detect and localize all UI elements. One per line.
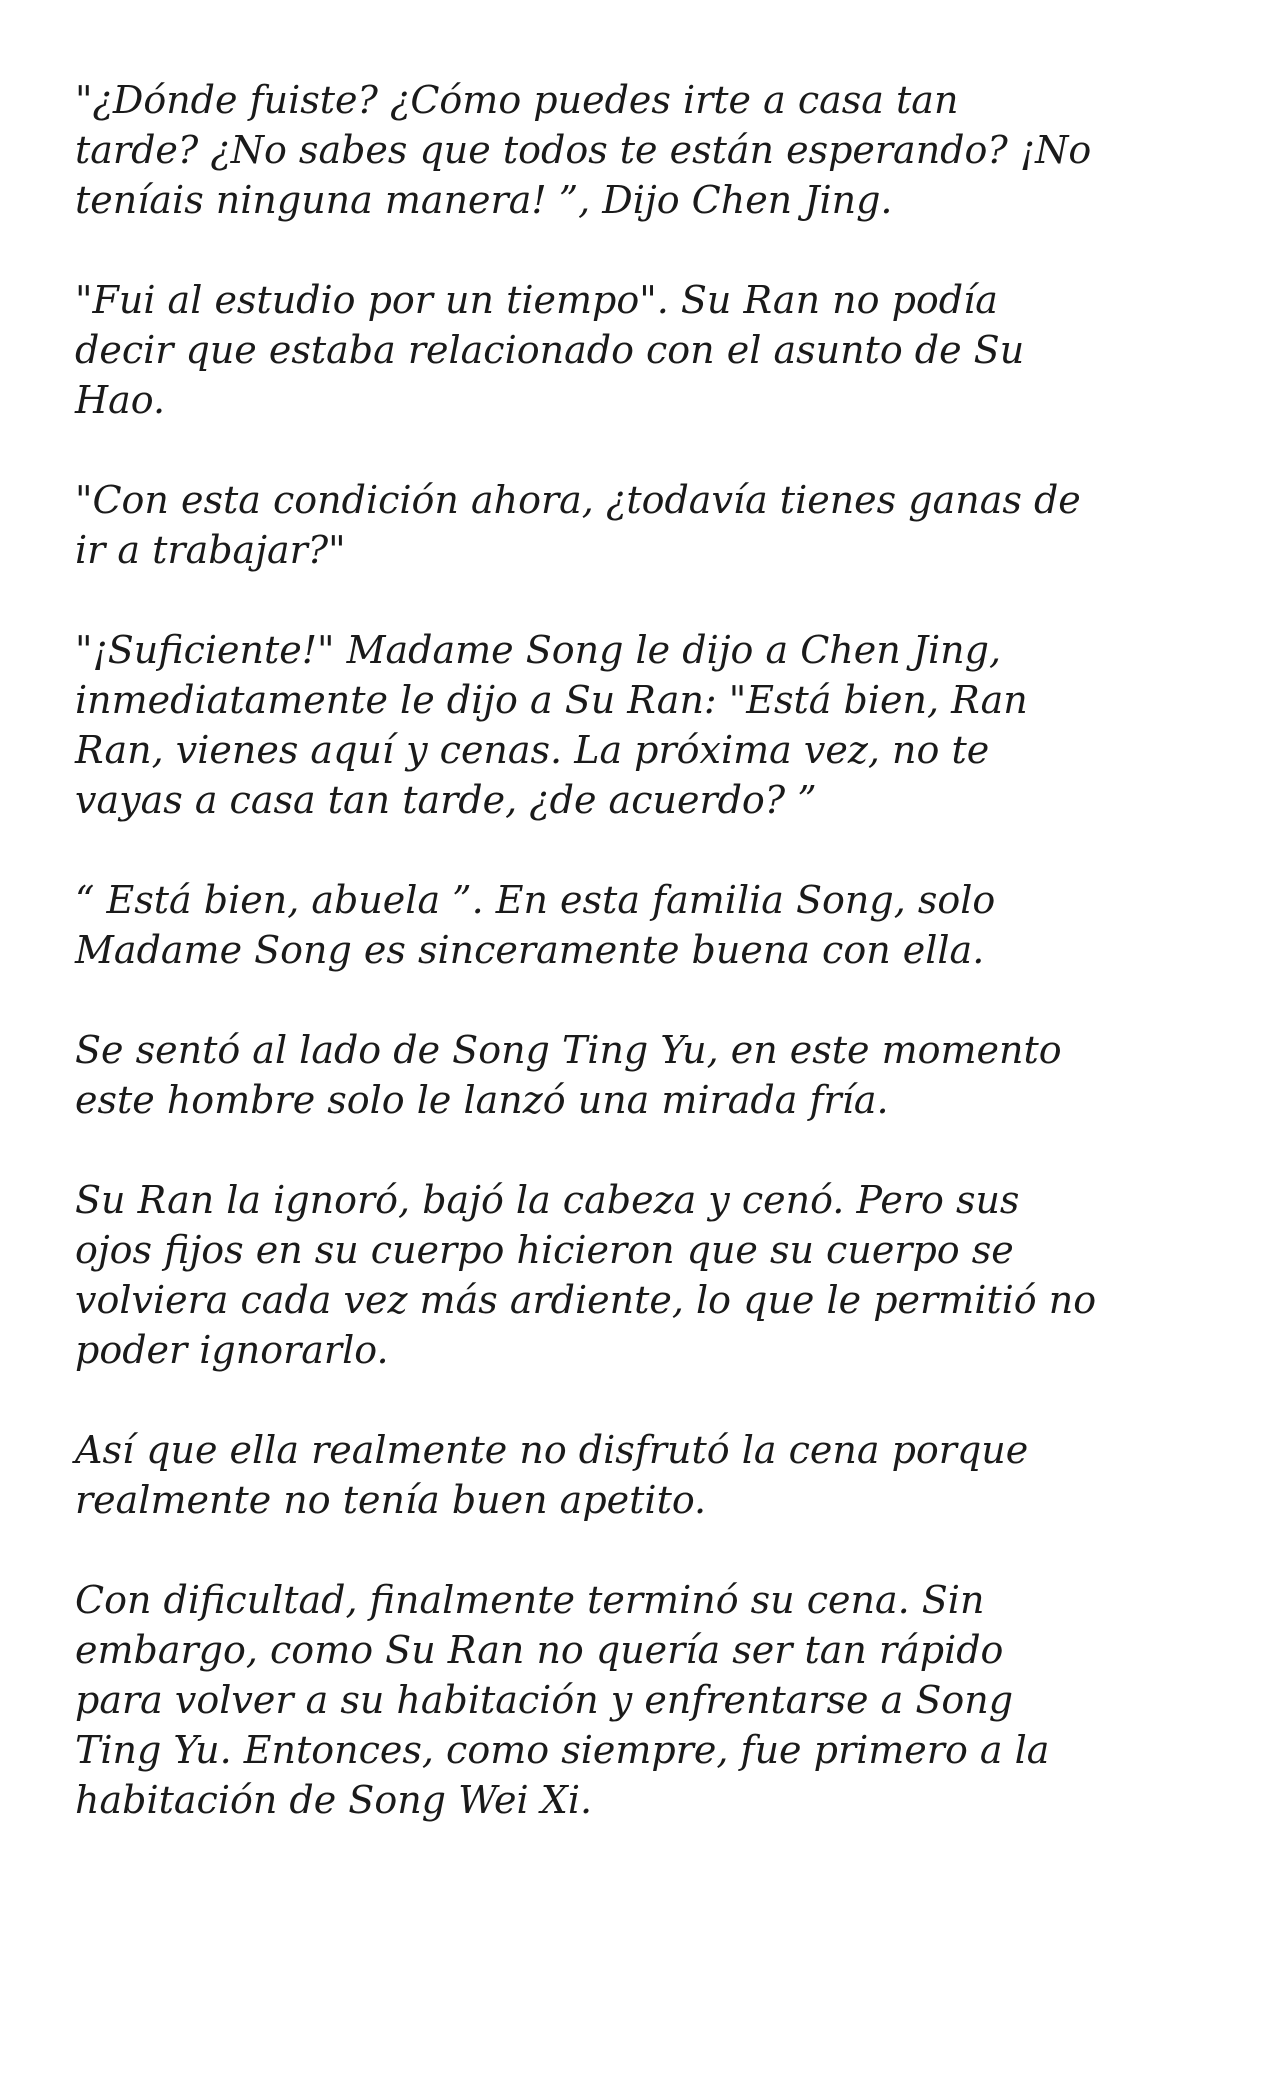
paragraph: Se sentó al lado de Song Ting Yu, en este momento este hombre solo le lanzó una mirada fría. [75,1028,1062,1122]
document-page [75,75,1225,1875]
paragraph: "¡Suficiente!" Madame Song le dijo a Chen Jing, inmediatamente le dijo a Su Ran: "Está bien, Ran Ran, vienes aquí y cenas. La próxima vez, no te vayas a casa tan tarde, ¿de acuerdo? ” [75,628,1028,822]
paragraph: "Fui al estudio por un tiempo". Su Ran no podía decir que estaba relacionado con el asunto de Su Hao. [75,278,1025,422]
paragraph: "Con esta condición ahora, ¿todavía tienes ganas de ir a trabajar?" [75,478,1081,572]
paragraph: Su Ran la ignoró, bajó la cabeza y cenó. Pero sus ojos fijos en su cuerpo hicieron que su cuerpo se volviera cada vez más ardiente, lo que le permitió no poder ignorarlo. [75,1178,1097,1372]
paragraph: Así que ella realmente no disfrutó la cena porque realmente no tenía buen apetito. [75,1428,1029,1522]
paragraph: "¿Dónde fuiste? ¿Cómo puedes irte a casa tan tarde? ¿No sabes que todos te están esperando? ¡No teníais ninguna manera! ”, Dijo Chen Jing. [75,78,1092,222]
paragraph: Con dificultad, finalmente terminó su cena. Sin embargo, como Su Ran no quería ser tan rápido para volver a su habitación y enfrentarse a Song Ting Yu. Entonces, como siempre, fue primero a la habitación de Song Wei Xi. [75,1578,1050,1822]
paragraph: “ Está bien, abuela ”. En esta familia Song, solo Madame Song es sinceramente buena con ella. [75,878,996,972]
